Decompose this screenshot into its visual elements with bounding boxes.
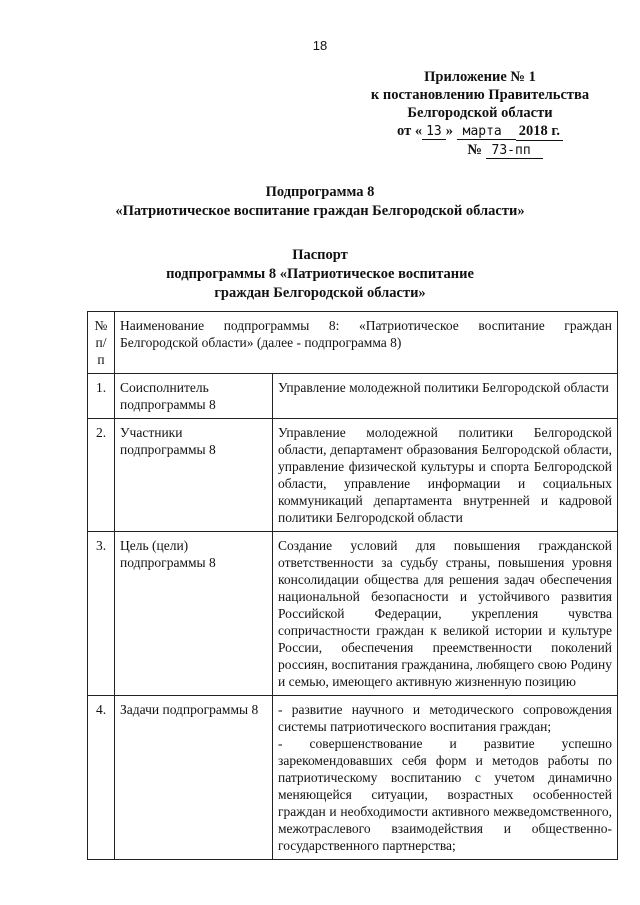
date-month: марта: [457, 125, 516, 140]
row-value: [273, 696, 618, 860]
task-item: - совершенствование и развитие успешно зарекомендовавших себя форм и методов работы по патриотическому воспитанию с учетом динамично меняющейся ситуации, возрастных особенностей граждан и необходимости активного межведомственного, межотраслевого взаимодействия и общественно-государственного партнерства;: [278, 736, 612, 853]
appendix-region: Белгородской области: [407, 105, 553, 121]
date-year: 2018 г.: [516, 122, 563, 141]
row-value: Управление молодежной политики Белгородской области: [273, 374, 618, 419]
passport-table: [87, 311, 618, 860]
subprogram-name: «Патриотическое воспитание граждан Белгородской области»: [115, 203, 525, 219]
passport-subtitle-2: граждан Белгородской области»: [214, 285, 426, 301]
row-num: 2.: [88, 419, 115, 532]
row-name: Соисполнитель подпрограммы 8: [115, 374, 273, 419]
appendix-title: Приложение № 1: [424, 69, 536, 85]
table-row: [88, 374, 618, 419]
number-value: 73-пп: [486, 144, 543, 159]
passport-subtitle-1: подпрограммы 8 «Патриотическое воспитание: [166, 266, 474, 282]
row-num: 4.: [88, 696, 115, 860]
row-value: Управление молодежной политики Белгородской области, департамент образования Белгородской области, управление физической культуры и спорта Белгородской области, управление информации и социальных коммуникаций департамента внутренней и кадровой политики Белгородской области: [273, 419, 618, 532]
appendix-number: [360, 141, 600, 159]
row-value: Создание условий для повышения гражданской ответственности за судьбу страны, повышения уровня консолидации общества для решения задач обеспечения национальной безопасности и устойчивого развития Российской Федерации, укрепления чувства сопричастности граждан к великой истории и культуре России, обеспечения преемственности поколений россиян, воспитания гражданина, любящего свою Родину и семью, имеющего активную жизненную позицию: [273, 532, 618, 696]
subprogram-heading: [0, 183, 640, 221]
header-num-cell: № п/п: [88, 312, 115, 374]
appendix-date: [360, 122, 600, 141]
subprogram-title: Подпрограмма 8: [265, 184, 375, 200]
appendix-resolution: к постановлению Правительства: [370, 87, 590, 103]
row-name: Цель (цели) подпрограммы 8: [115, 532, 273, 696]
table-row: [88, 696, 618, 860]
appendix-header: [360, 68, 600, 159]
row-name: Задачи подпрограммы 8: [115, 696, 273, 860]
table-row: [88, 419, 618, 532]
table-header-row: [88, 312, 618, 374]
row-num: 3.: [88, 532, 115, 696]
date-mid: »: [445, 123, 453, 139]
header-text-cell: Наименование подпрограммы 8: «Патриотическое воспитание граждан Белгородской области» (далее - подпрограмма 8): [115, 312, 618, 374]
date-day: 13: [422, 125, 446, 140]
row-num: 1.: [88, 374, 115, 419]
passport-title: Паспорт: [292, 247, 348, 263]
table-row: [88, 532, 618, 696]
task-item: - развитие научного и методического сопровождения системы патриотического воспитания граждан;: [278, 702, 612, 734]
number-prefix: №: [467, 142, 482, 158]
passport-heading: [0, 246, 640, 303]
row-name: Участники подпрограммы 8: [115, 419, 273, 532]
page-number: 18: [312, 38, 328, 53]
date-prefix: от «: [397, 123, 423, 139]
